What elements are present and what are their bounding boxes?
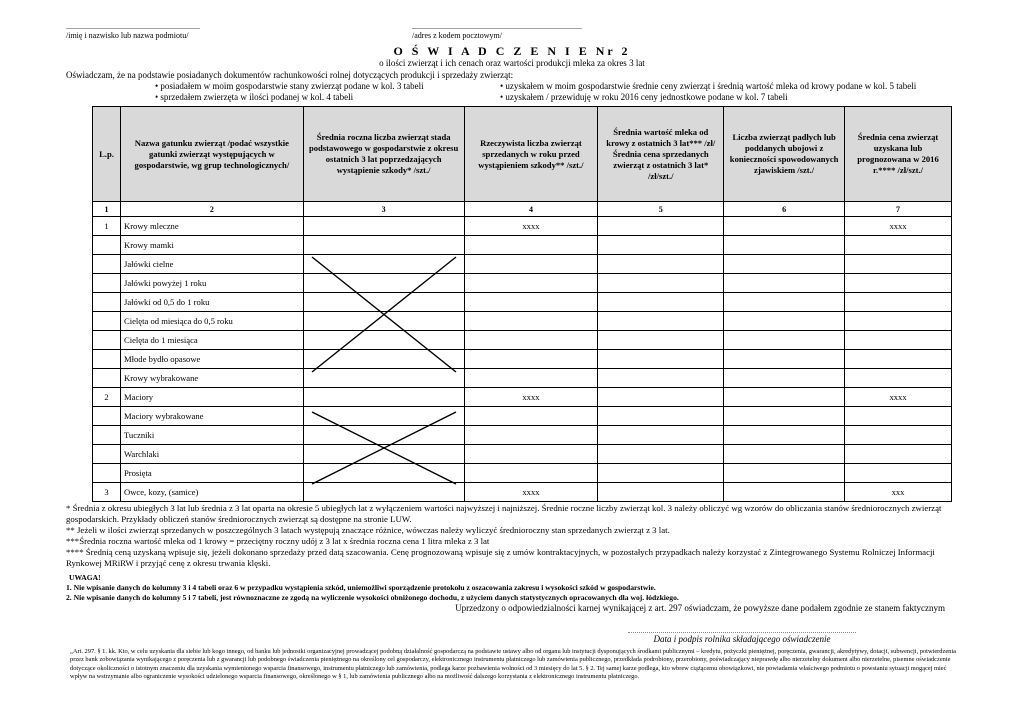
cell-avg-price[interactable]: [845, 274, 952, 293]
table-row: [93, 350, 952, 369]
cell-avg-value[interactable]: [598, 331, 724, 350]
cell-species: Prosięta: [120, 464, 303, 483]
bullet-item: • uzyskałem w moim gospodarstwie średnie ceny zwierząt i średnią wartość mleka od krowy podane w kol. 5 tabeli: [500, 81, 917, 91]
cell-species: Jałówki od 0,5 do 1 roku: [120, 293, 303, 312]
footnote: * Średnia z okresu ubiegłych 3 lat lub średnia z 3 lat oparta na okresie 5 ubiegłych lat z wyłączeniem wartości najwyższej i najniższej. Średnie roczne liczby zwierząt kol. 3 należy obliczyć wg wzorów do obliczania stanów średniorocznych zwierząt gospodarskich. Przykłady obliczeń stanów średniorocznych zwierząt są dostępne na stronie LUW.: [66, 503, 942, 524]
legal-footer: „Art. 297. § 1. kk. Kto, w celu uzyskania dla siebie lub kogo innego, od banku lub jednostki organizacyjnej prowadzącej podobną działalność gospodarczą na podstawie ustawy albo od organu lub instytucji dysponujących środkami publicznymi – kredytu, pożyczki pieniężnej, poręczenia, gwarancji, akredytywy, dotacji, subwencji, potwierdzenia przez bank zobowiązania wynikającego z poręczenia lub z gwarancji lub podobnego świadczenia pieniężnego na określony cel gospodarczy, elektronicznego instrumentu płatniczego lub zamówienia publicznego, przedkłada podrobiony, przerobiony, poświadczający nieprawdę albo nierzetelny dokument albo nierzetelne, pisemne oświadczenie dotyczące okoliczności o istotnym znaczeniu dla uzyskania wymienionego wsparcia finansowego, instrumentu płatniczego lub zamówienia, podlega karze pozbawienia wolności od 3 miesięcy do lat 5. § 2. Tej samej karze podlega, kto wbrew ciążącemu obowiązkowi, nie powiadamia właściwego podmiotu o powstaniu sytuacji mogącej mieć wpływ na wstrzymanie albo ograniczenie wysokości udzielonego wsparcia finansowego, określonego w § 1, lub zamówienia publicznego albo na możliwość dalszego korzystania z elektronicznego instrumentu płatniczego.: [70, 648, 956, 681]
cell-avg-price[interactable]: [845, 312, 952, 331]
cell-lost-count[interactable]: [724, 407, 845, 426]
cell-lost-count[interactable]: [724, 255, 845, 274]
cell-species: Warchlaki: [120, 445, 303, 464]
cell-lost-count[interactable]: [724, 369, 845, 388]
cell-sold-count[interactable]: xxxx: [464, 217, 598, 236]
cell-avg-value[interactable]: [598, 369, 724, 388]
cell-species: Jałówki cielne: [120, 255, 303, 274]
cell-avg-price[interactable]: [845, 331, 952, 350]
cell-sold-count[interactable]: [464, 274, 598, 293]
warning-item: 1. Nie wpisanie danych do kolumny 3 i 4 tabeli oraz 6 w przypadku wystąpienia szkód, uniemożliwi sporządzenie protokołu z oszacowania zakresu i wysokości szkód w gospodarstwie.: [66, 583, 656, 592]
table-row: [93, 426, 952, 445]
crossed-out-cells-pigs: [304, 407, 465, 487]
address-field[interactable]: [412, 22, 672, 40]
table-row: [93, 407, 952, 426]
address-dots: .....................................................................................: [412, 22, 582, 31]
declaration-text: Oświadczam, że na podstawie posiadanych dokumentów rachunkowości rolnej dotyczących produkcji i sprzedaży zwierząt:: [66, 70, 514, 80]
column-number-row: [93, 202, 952, 217]
crossed-out-cells-cattle: [304, 237, 465, 387]
cell-lost-count[interactable]: [724, 483, 845, 502]
cell-species: Krowy mleczne: [120, 217, 303, 236]
cell-avg-value[interactable]: [598, 255, 724, 274]
cell-sold-count[interactable]: [464, 312, 598, 331]
table-row: [93, 293, 952, 312]
cell-lp: [93, 331, 121, 350]
table-row: [93, 236, 952, 255]
bullet-item: • uzyskałem / przewiduję w roku 2016 ceny jednostkowe podane w kol. 7 tabeli: [500, 92, 788, 102]
cell-species: Cielęta do 1 miesiąca: [120, 331, 303, 350]
cell-lp: [93, 464, 121, 483]
signature-line[interactable]: [628, 632, 856, 633]
table-row: [93, 445, 952, 464]
livestock-table: [92, 106, 952, 502]
warning-item: 2. Nie wpisanie danych do kolumny 5 i 7 tabeli, jest równoznaczne ze zgodą na wyliczenie wysokości obniżonego dochodu, z użyciem danych statystycznych opracowanych dla woj. łódzkiego.: [66, 593, 679, 602]
cell-sold-count[interactable]: [464, 369, 598, 388]
bullet-item: • posiadałem w moim gospodarstwie stany zwierząt podane w kol. 3 tabeli: [155, 81, 424, 91]
col-number: 3: [303, 202, 464, 217]
document-subtitle: o ilości zwierząt i ich cenach oraz wartości produkcji mleka za okres 3 lat: [379, 58, 645, 68]
col-number: 1: [93, 202, 121, 217]
cell-avg-price[interactable]: [845, 464, 952, 483]
cell-avg-price[interactable]: [845, 369, 952, 388]
cell-avg-price[interactable]: [845, 350, 952, 369]
address-label: /adres z kodem pocztowym/: [412, 31, 502, 40]
cell-avg-price[interactable]: [845, 426, 952, 445]
footnote: ** Jeżeli w ilości zwierząt sprzedanych w poszczególnych 3 latach występują znaczące różnice, wówczas należy wyliczyć średnioroczny stan sprzedanych zwierząt z 3 lat.: [66, 525, 670, 535]
cell-avg-value[interactable]: [598, 388, 724, 407]
cell-sold-count[interactable]: [464, 236, 598, 255]
cell-sold-count[interactable]: [464, 255, 598, 274]
cell-lp: [93, 445, 121, 464]
cell-avg-value[interactable]: [598, 274, 724, 293]
header-lost-count: Liczba zwierząt padłych lub poddanych ubojowi z konieczności spowodowanych zjawiskiem /szt./: [724, 107, 845, 202]
cell-avg-value[interactable]: [598, 350, 724, 369]
cell-lost-count[interactable]: [724, 312, 845, 331]
cell-lost-count[interactable]: [724, 217, 845, 236]
cell-avg-price[interactable]: xxx: [845, 483, 952, 502]
name-dots: ...................................................................: [66, 22, 200, 31]
table-header-row: [93, 107, 952, 202]
table-row: [93, 483, 952, 502]
warning-block: [66, 573, 966, 603]
cell-avg-price[interactable]: [845, 293, 952, 312]
cell-lost-count[interactable]: [724, 350, 845, 369]
document-title: O Ś W I A D C Z E N I E Nr 2: [393, 44, 631, 58]
header-lp: L.p.: [93, 107, 121, 202]
cell-avg-value[interactable]: [598, 407, 724, 426]
table-body: [93, 217, 952, 502]
footnote: ***Średnia roczna wartość mleka od 1 krowy = przeciętny roczny udój z 3 lat x średnia roczna cena 1 litra mleka z 3 lat: [66, 536, 490, 546]
cell-avg-value[interactable]: [598, 483, 724, 502]
header-avg-price: Średnia cena zwierząt uzyskana lub prognozowana w 2016 r.**** /zł/szt./: [845, 107, 952, 202]
cell-avg-price[interactable]: xxxx: [845, 217, 952, 236]
table-row: [93, 388, 952, 407]
cell-lp: 2: [93, 388, 121, 407]
cell-lost-count[interactable]: [724, 293, 845, 312]
cell-avg-price[interactable]: [845, 445, 952, 464]
table-row: [93, 312, 952, 331]
cell-sold-count[interactable]: [464, 445, 598, 464]
cell-lp: [93, 236, 121, 255]
table-row: [93, 217, 952, 236]
cell-avg-value[interactable]: [598, 236, 724, 255]
cell-avg-price[interactable]: xxxx: [845, 388, 952, 407]
cell-lp: 3: [93, 483, 121, 502]
cell-species: Maciory: [120, 388, 303, 407]
cell-species: Młode bydło opasowe: [120, 350, 303, 369]
table-row: [93, 369, 952, 388]
warning-title: UWAGA!: [69, 573, 101, 582]
cell-lost-count[interactable]: [724, 331, 845, 350]
cell-avg-value[interactable]: [598, 312, 724, 331]
table-row: [93, 464, 952, 483]
table-row: [93, 274, 952, 293]
cell-avg-value[interactable]: [598, 426, 724, 445]
cell-lp: [93, 255, 121, 274]
cell-avg-value[interactable]: [598, 293, 724, 312]
cell-lp: [93, 407, 121, 426]
cell-lost-count[interactable]: [724, 426, 845, 445]
cell-lost-count[interactable]: [724, 464, 845, 483]
cell-sold-count[interactable]: xxxx: [464, 388, 598, 407]
cell-lp: [93, 274, 121, 293]
bullet-item: • sprzedałem zwierzęta w ilości podanej w kol. 4 tabeli: [155, 92, 354, 102]
footnotes: [66, 503, 966, 569]
cell-sold-count[interactable]: [464, 331, 598, 350]
cell-avg-value[interactable]: [598, 445, 724, 464]
cell-lp: [93, 426, 121, 445]
table-row: [93, 255, 952, 274]
footnote: **** Średnią ceną uzyskaną wpisuje się, jeżeli dokonano sprzedaży przed datą szacowania. Cenę prognozowaną wpisuje się z umów kontraktacyjnych, w pozostałych przypadkach należy korzystać z Zintegrowanego Systemu Rolniczej Informacji Rynkowej MRiRW i przyjąć cenę z okresu trwania klęski.: [66, 547, 935, 568]
cell-species: Maciory wybrakowane: [120, 407, 303, 426]
cell-sold-count[interactable]: [464, 350, 598, 369]
cell-sold-count[interactable]: xxxx: [464, 483, 598, 502]
name-field[interactable]: [66, 22, 326, 40]
cell-avg-value[interactable]: [598, 464, 724, 483]
cell-avg-count[interactable]: [303, 217, 464, 236]
cell-avg-price[interactable]: [845, 407, 952, 426]
cell-lp: [93, 312, 121, 331]
table-row: [93, 331, 952, 350]
signature-label: Data i podpis rolnika składającego oświadczenie: [653, 634, 831, 644]
cell-species: Jałówki powyżej 1 roku: [120, 274, 303, 293]
cell-avg-count[interactable]: [303, 388, 464, 407]
cell-sold-count[interactable]: [464, 426, 598, 445]
cell-lp: [93, 350, 121, 369]
cell-avg-price[interactable]: [845, 236, 952, 255]
col-number: 2: [120, 202, 303, 217]
cell-species: Krowy mamki: [120, 236, 303, 255]
cell-sold-count[interactable]: [464, 407, 598, 426]
col-number: 7: [845, 202, 952, 217]
cell-species: Tuczniki: [120, 426, 303, 445]
cell-avg-price[interactable]: [845, 255, 952, 274]
col-number: 5: [598, 202, 724, 217]
cell-avg-value[interactable]: [598, 217, 724, 236]
cell-lp: [93, 293, 121, 312]
cell-species: Cielęta od miesiąca do 0,5 roku: [120, 312, 303, 331]
col-number: 4: [464, 202, 598, 217]
cell-lost-count[interactable]: [724, 445, 845, 464]
cell-sold-count[interactable]: [464, 464, 598, 483]
name-label: /imię i nazwisko lub nazwa podmiotu/: [66, 31, 189, 40]
awareness-statement: Uprzedzony o odpowiedzialności karnej wynikającej z art. 297 oświadczam, że powyższe dane podałem zgodnie ze stanem faktycznym: [455, 603, 945, 613]
header-avg-value: Średnia wartość mleka od krowy z ostatnich 3 lat*** /zł/ Średnia cena sprzedanych zwierząt z ostatnich 3 lat* /zł/szt./: [598, 107, 724, 202]
cell-lp: 1: [93, 217, 121, 236]
cell-lost-count[interactable]: [724, 274, 845, 293]
cell-lost-count[interactable]: [724, 388, 845, 407]
col-number: 6: [724, 202, 845, 217]
cell-lost-count[interactable]: [724, 236, 845, 255]
cell-species: Krowy wybrakowane: [120, 369, 303, 388]
cell-species: Owce, kozy, (samice): [120, 483, 303, 502]
cell-sold-count[interactable]: [464, 293, 598, 312]
cell-lp: [93, 369, 121, 388]
header-species: Nazwa gatunku zwierząt /podać wszystkie gatunki zwierząt występujących w gospodarstwie, wg grup technologicznych/: [120, 107, 303, 202]
header-avg-count: Średnia roczna liczba zwierząt stada podstawowego w gospodarstwie z okresu ostatnich 3 lat poprzedzających wystąpienie szkody* /szt./: [303, 107, 464, 202]
header-sold-count: Rzeczywista liczba zwierząt sprzedanych w roku przed wystąpieniem szkody** /szt./: [464, 107, 598, 202]
